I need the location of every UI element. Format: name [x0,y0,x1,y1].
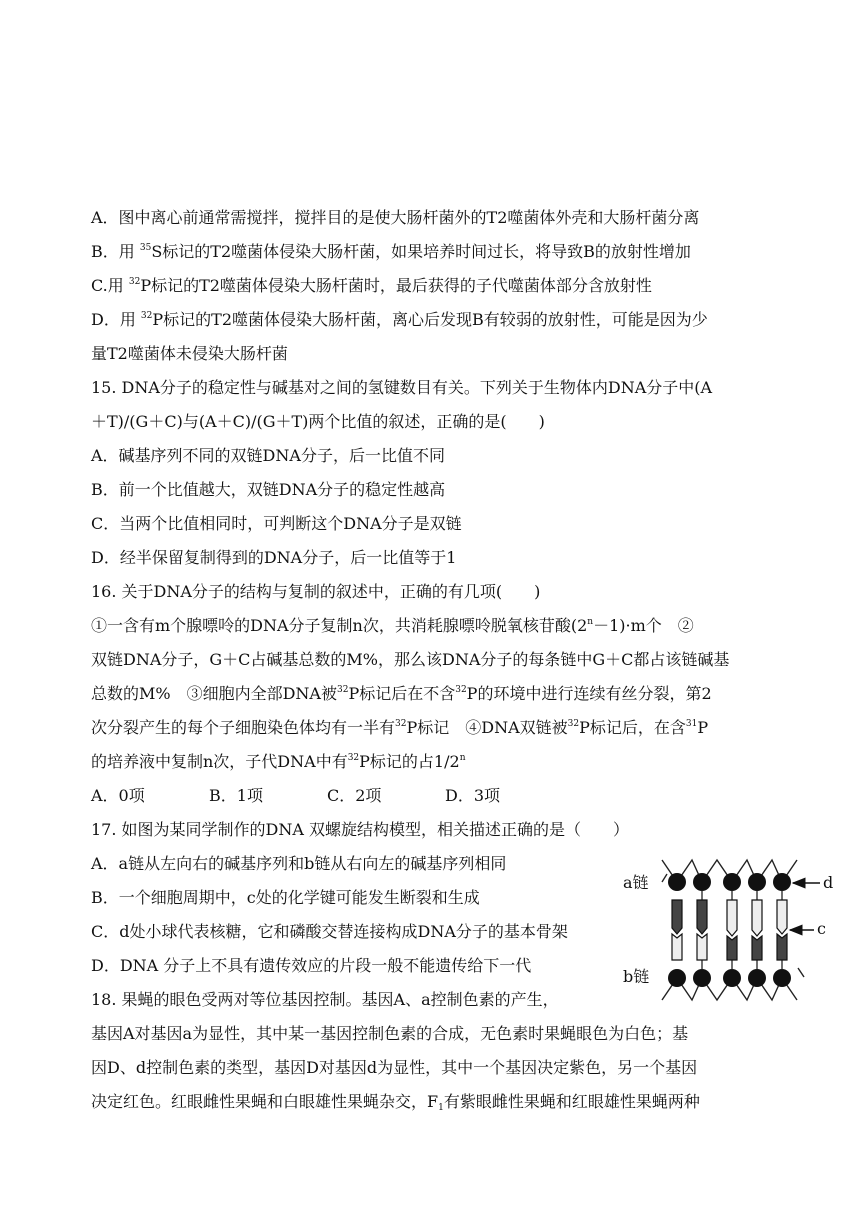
q16-option-a: A．0项 [91,786,145,805]
q15-stem-cont: ＋T)/(G＋C)与(A＋C)/(G＋T)两个比值的叙述，正确的是( ) [91,412,545,431]
q16-option-c: C．2项 [327,786,382,805]
q16-stem: 16. 关于DNA分子的结构与复制的叙述中，正确的有几项( ) [91,582,541,601]
q15-option-d: D．经半保留复制得到的DNA分子，后一比值等于1 [91,548,457,567]
q17-option-a: A．a链从左向右的碱基序列和b链从右向左的碱基序列相同 [91,854,507,873]
q15-option-c: C．当两个比值相同时，可判断这个DNA分子是双链 [91,514,462,533]
q14-option-a: A．图中离心前通常需搅拌，搅拌目的是使大肠杆菌外的T2噬菌体外壳和大肠杆菌分离 [91,208,700,227]
q17-option-c: C．d处小球代表核糖，它和磷酸交替连接构成DNA分子的基本骨架 [91,922,568,941]
a-strand-deoxyribose [668,873,791,891]
q16-options [91,786,500,806]
base-pairs [672,891,787,969]
dna-model-figure [622,850,844,1010]
q15-option-a: A．碱基序列不同的双链DNA分子，后一比值不同 [91,446,445,465]
b-strand-deoxyribose [668,969,791,987]
q18-stem-cont: 基因A对基因a为显性，其中某一基因控制色素的合成，无色素时果蝇眼色为白色；基 [91,1024,689,1043]
q18-stem: 18. 果蝇的眼色受两对等位基因控制。基因A、a控制色素的产生， [91,990,559,1009]
c-label: c [817,919,826,938]
q14-option-d: D．用 $^{32}$P标记的T2噬菌体侵染大肠杆菌，离心后发现B有较弱的放射性，可能是因为少 [91,310,708,329]
q14-option-c: C.用 $^{32}$P标记的T2噬菌体侵染大肠杆菌时，最后获得的子代噬菌体部分含放射性 [91,276,652,295]
q16-option-b: B．1项 [209,786,263,805]
q17-option-d: D．DNA 分子上不具有遗传效应的片段一般不能遗传给下一代 [91,956,532,975]
q15-stem: 15. DNA分子的稳定性与碱基对之间的氢键数目有关。下列关于生物体内DNA分子中(A [91,378,713,397]
q17-option-b: B．一个细胞周期中，c处的化学键可能发生断裂和生成 [91,888,480,907]
q14-option-b: B．用 $^{35}$S标记的T2噬菌体侵染大肠杆菌，如果培养时间过长，将导致B的放射性增加 [91,242,691,261]
b-strand-label: b链 [623,967,650,986]
q18-stem-cont: 决定红色。红眼雌性果蝇和白眼雄性果蝇杂交，$F_1$有紫眼雌性果蝇和红眼雄性果蝇两种 [91,1092,700,1113]
q14-option-d-cont: 量T2噬菌体未侵染大肠杆菌 [91,344,288,363]
q16-statement-line: ①一含有m个腺嘌呤的DNA分子复制n次，共消耗腺嘌呤脱氧核苷酸$(2^n-1)\cdot m$个 ② [91,616,694,635]
q17-stem: 17. 如图为某同学制作的DNA 双螺旋结构模型，相关描述正确的是（ ） [91,820,630,839]
d-label: d [823,873,834,892]
q18-stem-cont: 因D、d控制色素的类型，基因D对基因d为显性，其中一个基因决定紫色，另一个基因 [91,1058,698,1077]
q15-option-b: B．前一个比值越大，双链DNA分子的稳定性越高 [91,480,446,499]
q16-statement-line: 的培养液中复制n次，子代DNA中有$^{32}$P标记的占1/2$^n$ [91,752,466,771]
q16-option-d: D．3项 [445,786,501,805]
q16-statement-line: 总数的M% ③细胞内全部DNA被$^{32}$P标记后在不含$^{32}$P的环境中进行连续有丝分裂，第2 [91,684,712,703]
q16-statement-line: 次分裂产生的每个子细胞染色体均有一半有$^{32}$P标记 ④DNA双链被$^{32}$P标记后，在含$^{31}$P [91,718,709,737]
q16-statement-line: 双链DNA分子，G＋C占碱基总数的M%，那么该DNA分子的每条链中G＋C都占该链碱基 [91,650,730,669]
a-strand-label: a链 [623,873,649,892]
